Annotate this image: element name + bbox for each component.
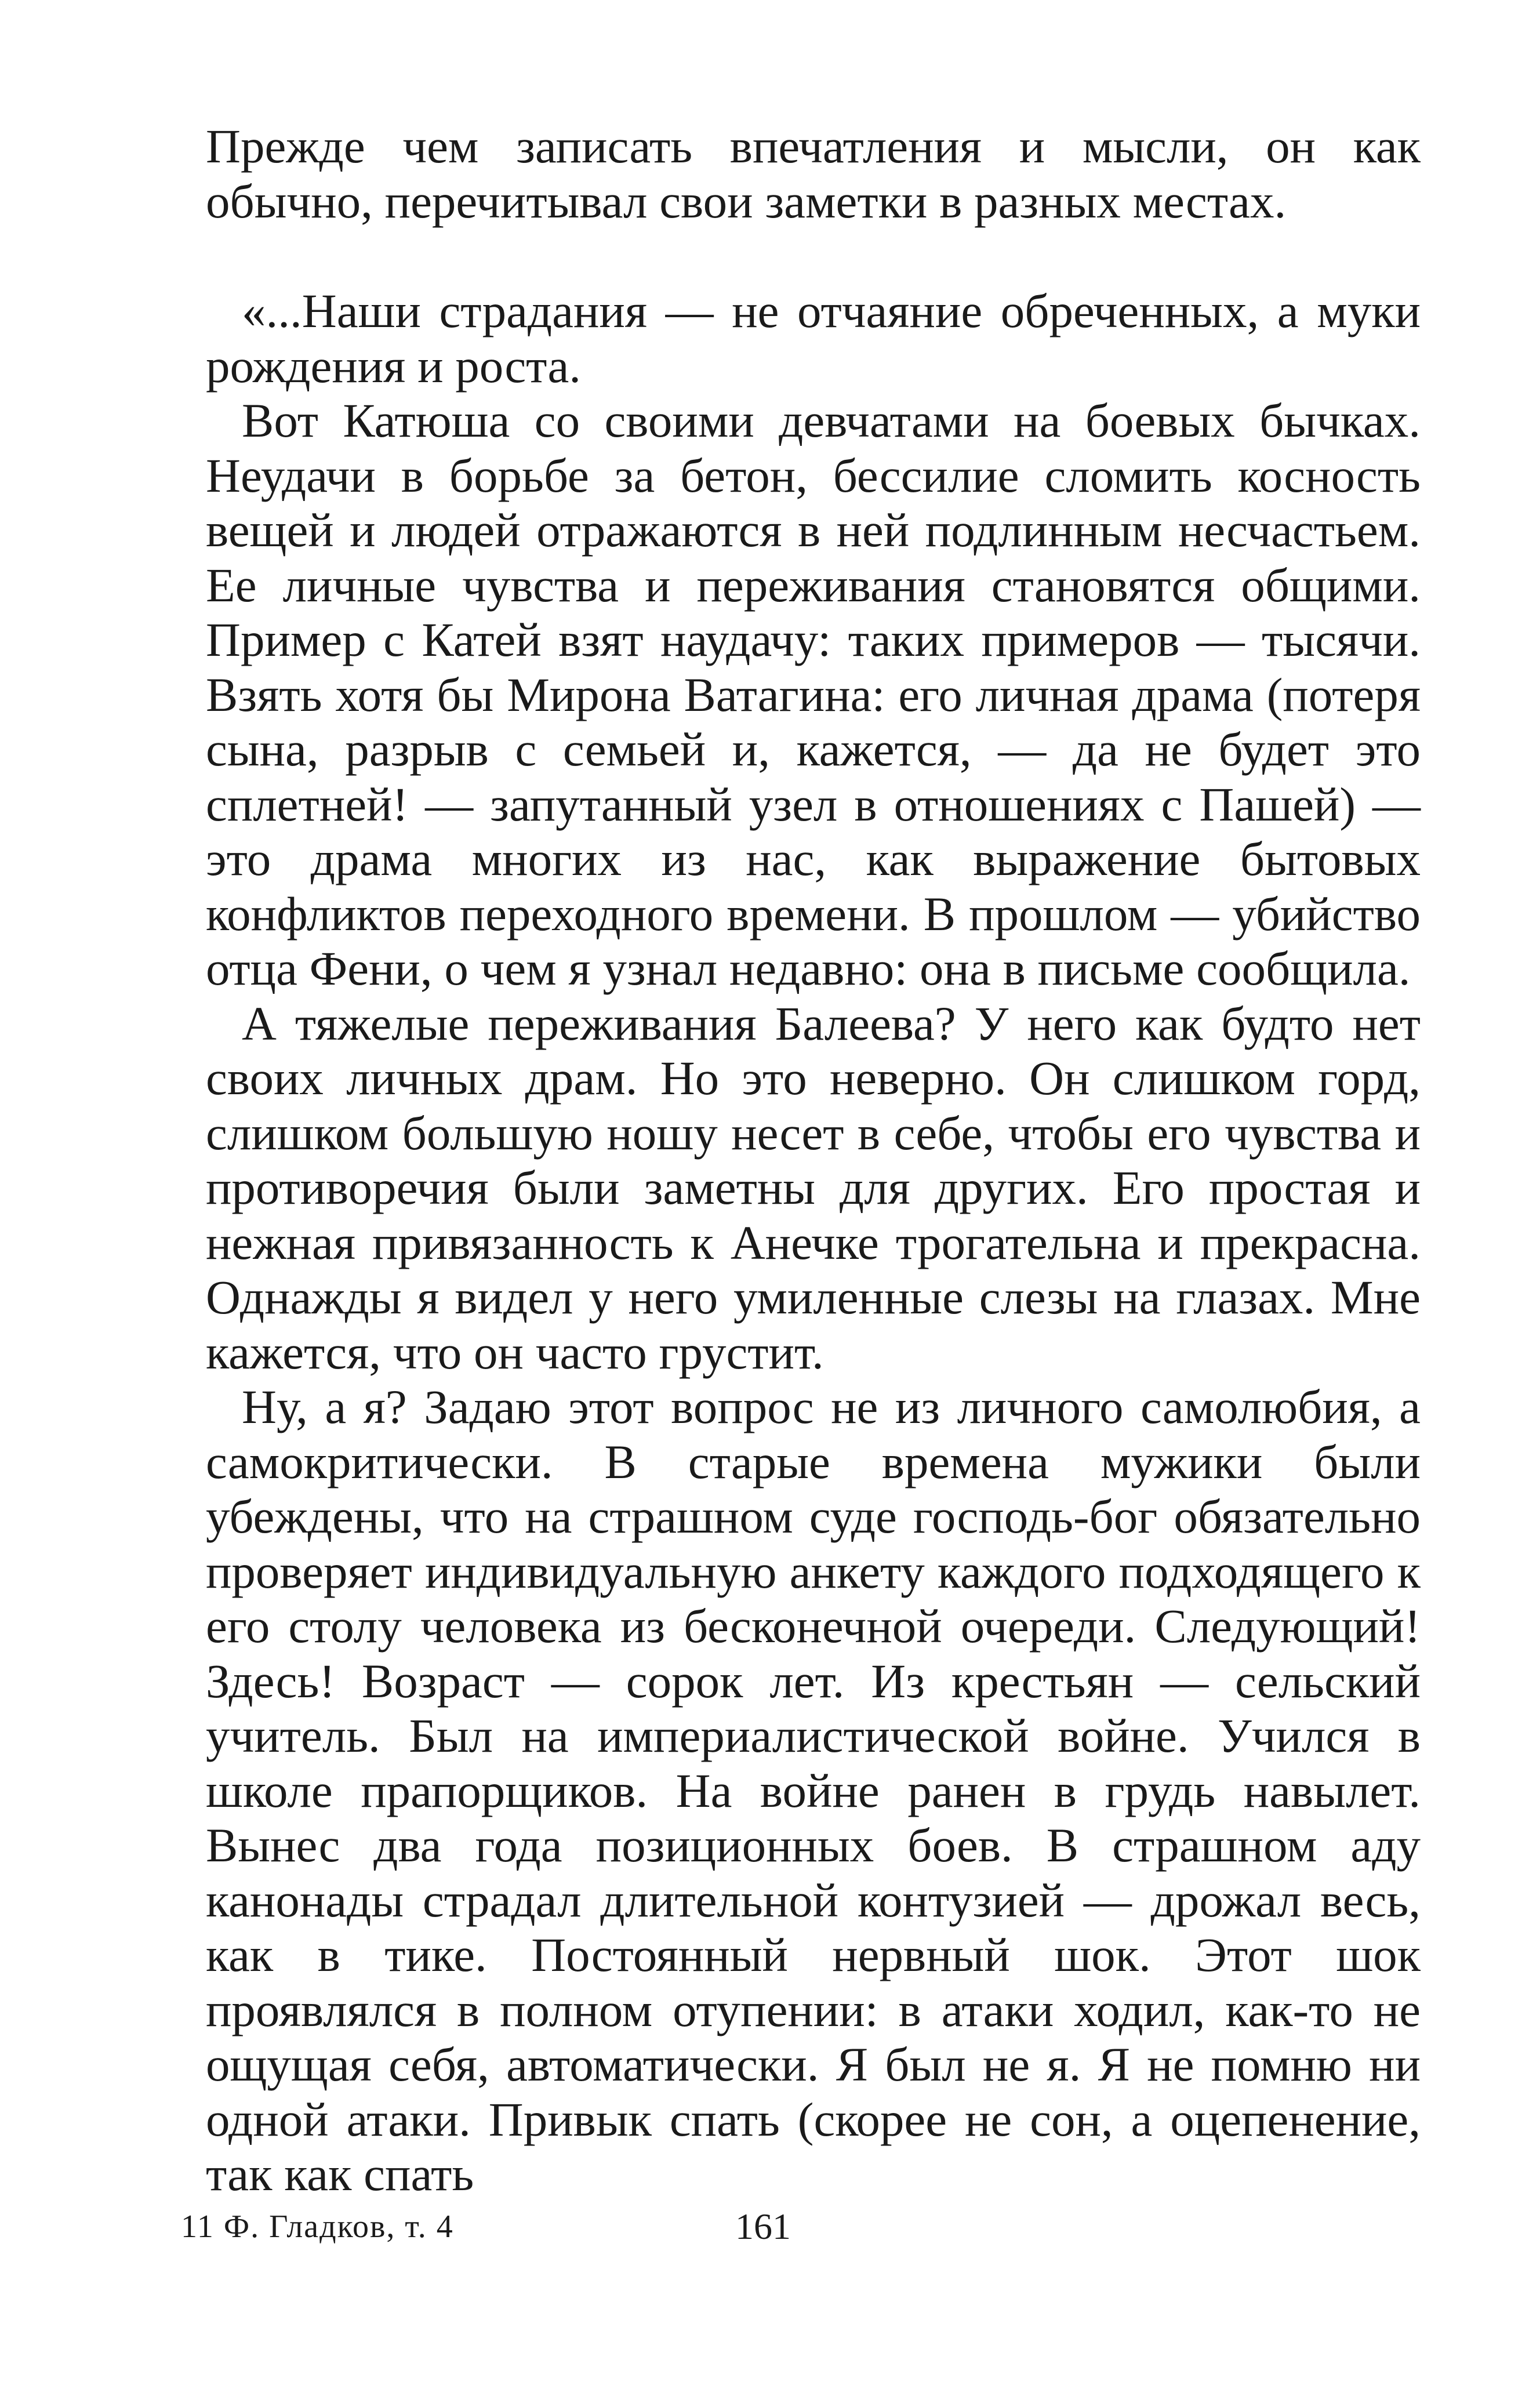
page-text xyxy=(206,119,1421,2202)
printer-signature: 11 Ф. Гладков, т. 4 xyxy=(181,2209,454,2245)
section-gap xyxy=(206,228,1421,284)
page-footer xyxy=(0,2203,1540,2250)
paragraph-katyusha: Вот Катюша со своими девчатами на боевых бычках. Неудачи в борьбе за бетон, бессилие сломить косность вещей и людей отражаются в ней подлинным несчастьем. Ее личные чувства и переживания становятся общими. Пример с Катей взят наудачу: таких примеров — тысячи. Взять хотя бы Мирона Ватагина: его личная драма (потеря сына, разрыв с семьей и, кажется, — да не будет это сплетней! — запутанный узел в отношениях с Пашей) — это драма многих из нас, как выражение бытовых конфликтов переходного времени. В прошлом — убийство отца Фени, о чем я узнал недавно: она в письме сообщила. xyxy=(206,394,1421,995)
paragraph-baleev: А тяжелые переживания Балеева? У него как будто нет своих личных драм. Но это неверно. Он слишком горд, слишком большую ношу несет в себе, чтобы его чувства и противоречия были заметны для других. Его простая и нежная привязанность к Анечке трогательна и прекрасна. Однажды я видел у него умиленные слезы на глазах. Мне кажется, что он часто грустит. xyxy=(206,996,1421,1379)
paragraph-intro: Прежде чем записать впечатления и мысли, он как обычно, перечитывал свои заметки в разных местах. xyxy=(206,119,1421,228)
paragraph-quote-start: «...Наши страдания — не отчаяние обреченных, а муки рождения и роста. xyxy=(206,284,1421,393)
paragraph-self: Ну, а я? Задаю этот вопрос не из личного самолюбия, а самокритически. В старые времена мужики были убеждены, что на страшном суде господь-бог обязательно проверяет индивидуальную анкету каждого подходящего к его столу человека из бесконечной очереди. Следующий! Здесь! Возраст — сорок лет. Из крестьян — сельский учитель. Был на империалистической войне. Учился в школе прапорщиков. На войне ранен в грудь навылет. Вынес два года позиционных боев. В страшном аду канонады страдал длительной контузией — дрожал весь, как в тике. Постоянный нервный шок. Этот шок проявлялся в полном отупении: в атаки ходил, как-то не ощущая себя, автоматически. Я был не я. Я не помню ни одной атаки. Привык спать (скорее не сон, а оцепенение, так как спать xyxy=(206,1380,1421,2201)
page-number: 161 xyxy=(735,2206,791,2247)
